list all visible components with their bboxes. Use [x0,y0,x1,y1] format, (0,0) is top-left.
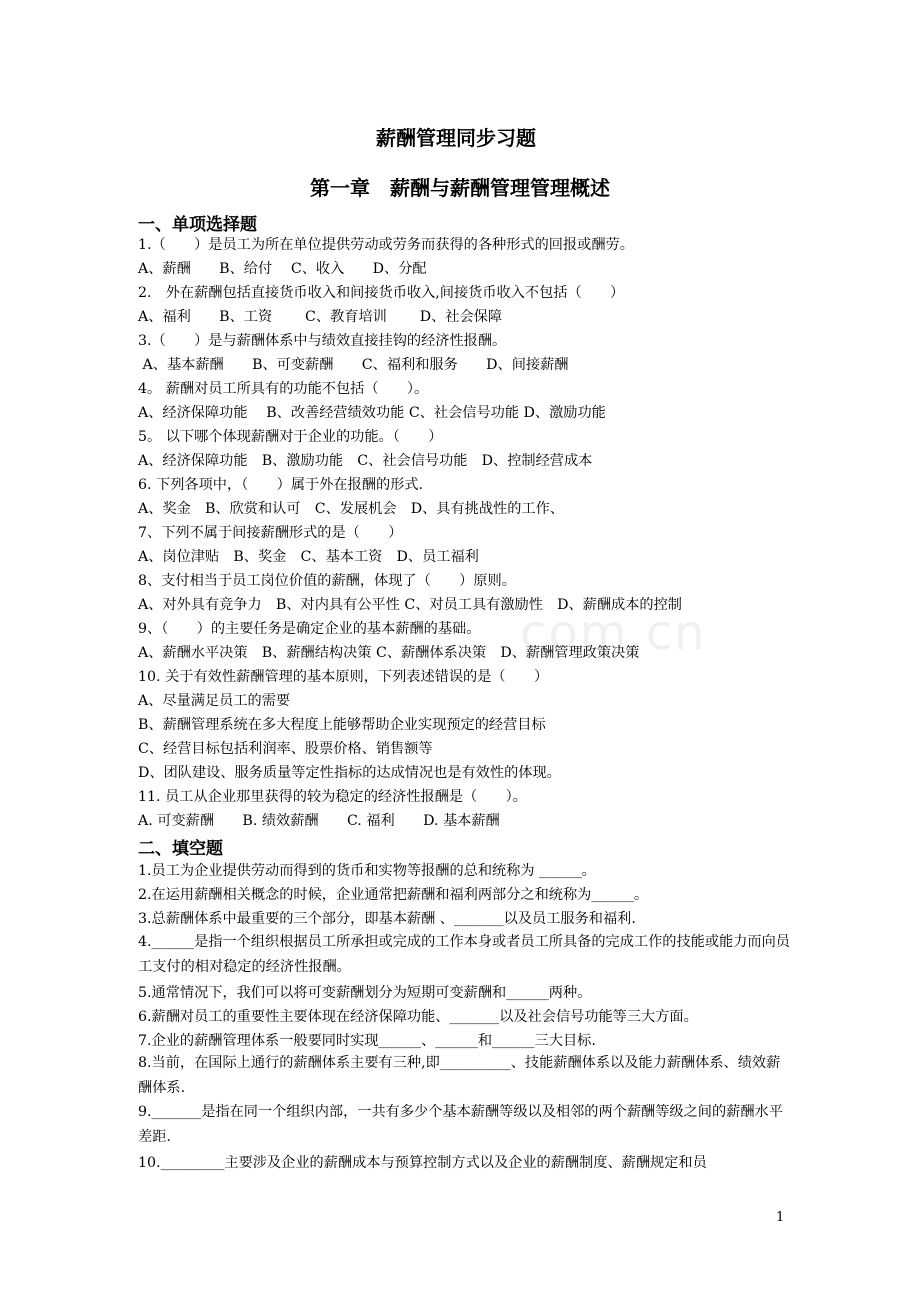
option-line: A、岗位津贴 B、奖金 C、基本工资 D、员工福利 [138,549,479,565]
fill-blank-line: 4.______是指一个组织根据员工所承担或完成的工作本身或者员工所具备的完成工作的技能或能力而向员工支付的相对稳定的经济性报酬。 [138,934,790,975]
chapter-title: 第一章 薪酬与薪酬管理管理概述 [310,176,610,200]
question-line: 5。 以下哪个体现薪酬对于企业的功能。（ ） [138,429,443,445]
fill-blank-line: 1.员工为企业提供劳动而得到的货币和实物等报酬的总和统称为 ______。 [138,863,596,879]
fill-blank-line: 7.企业的薪酬管理体系一般要同时实现______、______和______三大目标. [138,1033,596,1049]
option-line: B、薪酬管理系统在多大程度上能够帮助企业实现预定的经营目标 [138,717,546,733]
option-line: A、基本薪酬 B、可变薪酬 C、福利和服务 D、间接薪酬 [138,357,569,373]
option-line: A、经济保障功能 B、激励功能 C、社会信号功能 D、控制经营成本 [138,453,593,469]
section-heading-fill-blank: 二、填空题 [138,839,223,859]
question-line: 9、（ ）的主要任务是确定企业的基本薪酬的基础。 [138,621,481,637]
option-line: A、薪酬水平决策 B、薪酬结构决策 C、薪酬体系决策 D、薪酬管理政策决策 [138,645,640,661]
option-line: D、团队建设、服务质量等定性指标的达成情况也是有效性的体现。 [138,765,561,781]
page-number: 1 [776,1210,785,1225]
question-line: 4。 薪酬对员工所具有的功能不包括（ ）。 [138,381,429,397]
option-line: A、奖金 B、欣赏和认可 C、发展机会 D、具有挑战性的工作、 [138,501,564,517]
watermark: com.cn [520,605,707,661]
fill-blank-line: 10._________主要涉及企业的薪酬成本与预算控制方式以及企业的薪酬制度、薪酬规定和员 [138,1155,707,1171]
question-line: 8、支付相当于员工岗位价值的薪酬，体现了（ ）原则。 [138,573,516,589]
option-line: A、福利 B、工资 C、教育培训 D、社会保障 [138,309,503,325]
question-line: 2. 外在薪酬包括直接货币收入和间接货币收入,间接货币收入不包括（ ） [138,285,625,301]
question-line: 1.（ ）是员工为所在单位提供劳动或劳务而获得的各种形式的回报或酬劳。 [138,237,634,253]
option-line: A、对外具有竞争力 B、对内具有公平性 C、对员工具有激励性 D、薪酬成本的控制 [138,597,682,613]
question-line: 3.（ ）是与薪酬体系中与绩效直接挂钩的经济性报酬。 [138,333,507,349]
option-line: A、薪酬 B、给付 C、收入 D、分配 [138,261,427,277]
fill-blank-line: 3.总薪酬体系中最重要的三个部分，即基本薪酬 、_______以及员工服务和福利. [138,911,636,927]
fill-blank-line: 9._______是指在同一个组织内部，一共有多少个基本薪酬等级以及相邻的两个薪酬等级之间的薪酬水平差距. [138,1104,783,1145]
option-line: C、经营目标包括利润率、股票价格、销售额等 [138,741,433,757]
question-line: 6. 下列各项中，（ ）属于外在报酬的形式. [138,477,424,493]
section-heading-single-choice: 一、单项选择题 [138,215,257,235]
fill-blank-line: 6.薪酬对员工的重要性主要体现在经济保障功能、_______以及社会信号功能等三大方面。 [138,1009,698,1025]
option-line: A. 可变薪酬 B. 绩效薪酬 C. 福利 D. 基本薪酬 [138,813,500,829]
option-line: A、尽量满足员工的需要 [138,693,291,709]
option-line: A、经济保障功能 B、改善经营绩效功能 C、社会信号功能 D、激励功能 [138,405,606,421]
document-title: 薪酬管理同步习题 [376,126,536,150]
fill-blank-line: 8.当前，在国际上通行的薪酬体系主要有三种,即__________、技能薪酬体系以及能力薪酬体系、绩效薪酬体系. [138,1055,781,1096]
fill-blank-line: 2.在运用薪酬相关概念的时候，企业通常把薪酬和福利两部分之和统称为______。 [138,887,649,903]
question-line: 7、下列不属于间接薪酬形式的是（ ） [138,525,403,541]
fill-blank-line: 5.通常情况下，我们可以将可变薪酬划分为短期可变薪酬和______两种。 [138,985,592,1001]
question-line: 11. 员工从企业那里获得的较为稳定的经济性报酬是（ ）。 [138,789,527,805]
question-line: 10. 关于有效性薪酬管理的基本原则，下列表述错误的是（ ） [138,669,549,685]
